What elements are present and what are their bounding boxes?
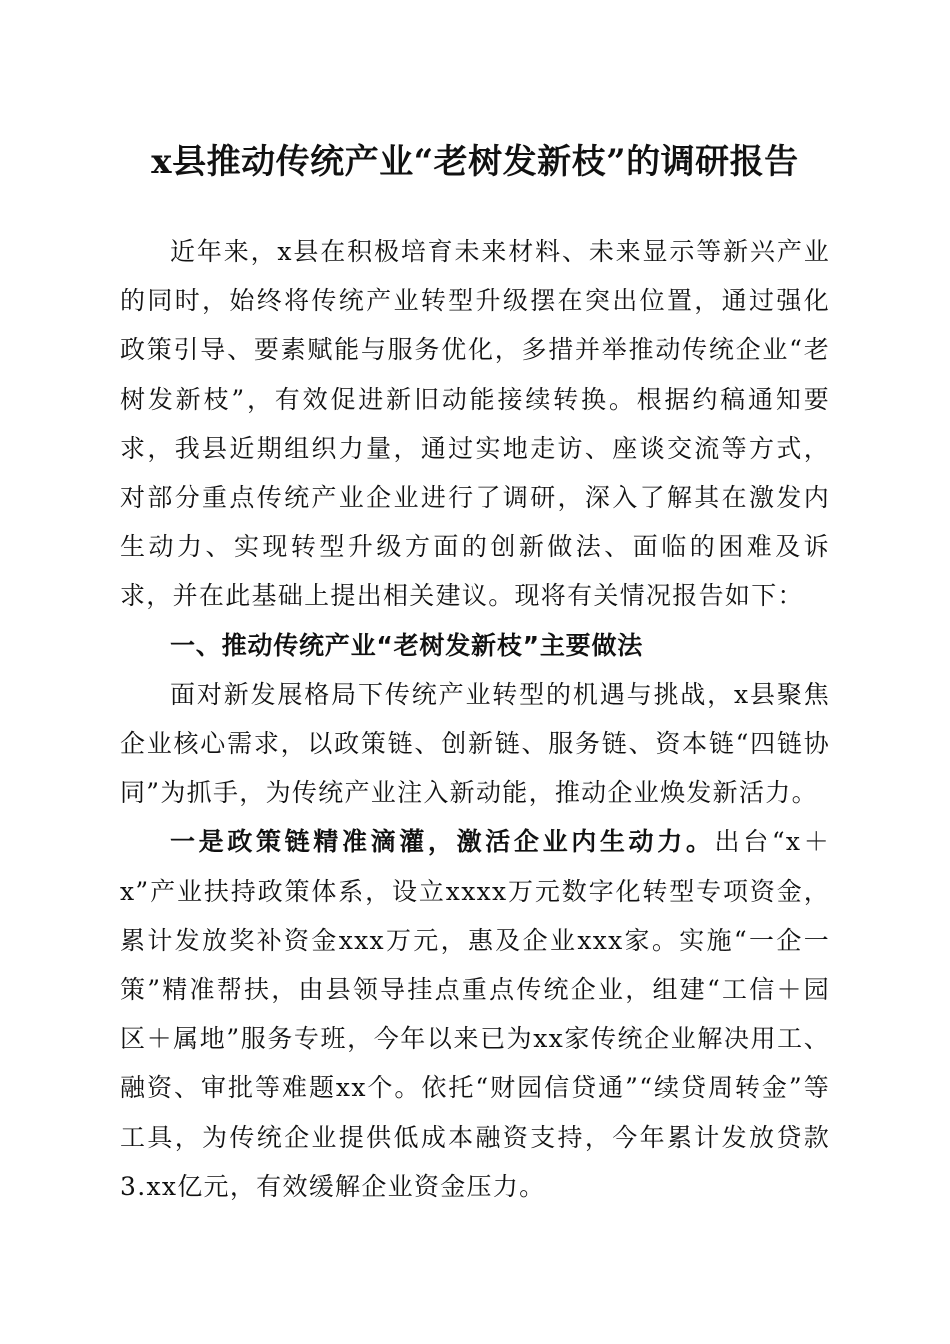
- intro-paragraph: 近年来，x县在积极培育未来材料、未来显示等新兴产业的同时，始终将传统产业转型升级摆在突出位置，通过强化政策引导、要素赋能与服务优化，多措并举推动传统企业“老树发新枝”，有效促进新旧动能接续转换。根据约稿通知要求，我县近期组织力量，通过实地走访、座谈交流等方式，对部分重点传统产业企业进行了调研，深入了解其在激发内生动力、实现转型升级方面的创新做法、面临的困难及诉求，并在此基础上提出相关建议。现将有关情况报告如下：: [120, 237, 830, 611]
- document-title: x县推动传统产业“老树发新枝”的调研报告: [151, 142, 799, 182]
- point-1-lead: 一是政策链精准滴灌，激活企业内生动力。: [170, 827, 715, 857]
- point-1-text: 出台“x＋x”产业扶持政策体系，设立xxxx万元数字化转型专项资金，累计发放奖补资金xxx万元，惠及企业xxx家。实施“一企一策”精准帮扶，由县领导挂点重点传统企业，组建“工信＋园区＋属地”服务专班，今年以来已为xx家传统企业解决用工、融资、审批等难题xx个。依托“财园信贷通”“续贷周转金”等工具，为传统企业提供低成本融资支持，今年累计发放贷款3.xx亿元，有效缓解企业资金压力。: [120, 827, 830, 1201]
- section-1-heading: 一、推动传统产业“老树发新枝”主要做法: [170, 630, 644, 660]
- section-1-overview-paragraph: 面对新发展格局下传统产业转型的机遇与挑战，x县聚焦企业核心需求，以政策链、创新链、服务链、资本链“四链协同”为抓手，为传统产业注入新动能，推动企业焕发新活力。: [120, 679, 830, 808]
- section-1-point-1-paragraph: [120, 817, 830, 1211]
- document-body: [120, 227, 830, 1211]
